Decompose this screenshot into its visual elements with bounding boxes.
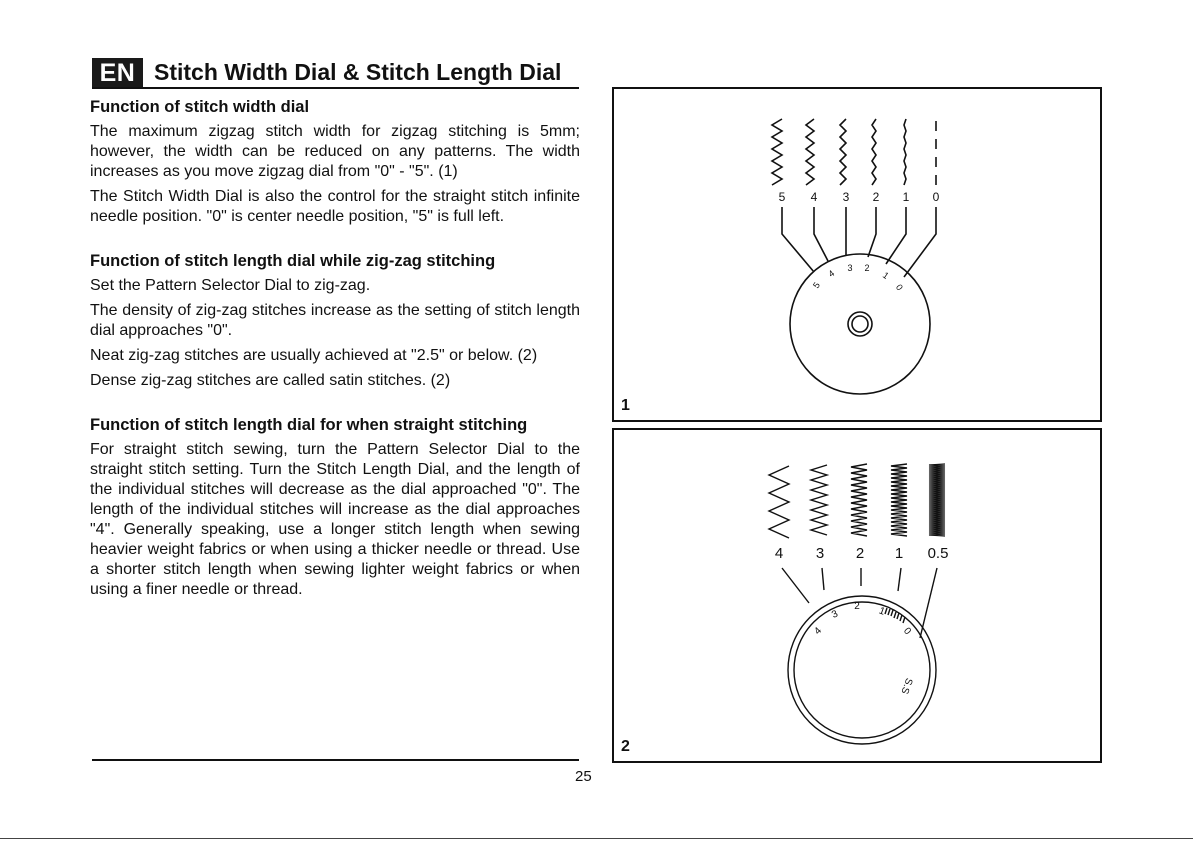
leader-line-1 — [898, 568, 901, 591]
dial-mark-1: 1 — [877, 605, 887, 618]
section-heading: Function of stitch length dial while zig-zag stitching — [90, 252, 496, 270]
figure-stitch-width-dial — [612, 87, 1102, 422]
dial-tick — [903, 617, 905, 623]
paragraph: The Stitch Width Dial is also the control for the straight stitch infinite needle position. "0" is center needle position, "5" is full left. — [90, 188, 580, 225]
paragraph: Set the Pattern Selector Dial to zig-zag. — [90, 277, 371, 294]
stitch-label-3: 3 — [842, 190, 850, 204]
page-number: 25 — [575, 768, 592, 785]
zigzag-stitch-2 — [872, 119, 876, 185]
dial-tick — [894, 612, 896, 618]
dial-tick — [891, 610, 893, 616]
dial-mark-0: 0 — [893, 282, 905, 293]
paragraph: Neat zig-zag stitches are usually achieved at "2.5" or below. (2) — [90, 347, 538, 364]
width-dial — [790, 254, 930, 394]
page-bottom-rule — [0, 838, 1193, 839]
paragraph: Dense zig-zag stitches are called satin stitches. (2) — [90, 372, 451, 389]
stitch-label-1: 1 — [894, 545, 904, 562]
zigzag-stitch-1 — [891, 464, 907, 536]
zigzag-stitch-3 — [840, 119, 846, 185]
dial-mark-3: 3 — [830, 608, 840, 621]
page-header — [92, 58, 579, 88]
dial-mark-ss: S.S — [898, 676, 915, 696]
length-dial-outer — [788, 596, 936, 744]
dial-mark-5: 5 — [811, 280, 823, 291]
stitch-label-3: 3 — [815, 545, 825, 562]
zigzag-stitch-5 — [772, 119, 782, 185]
dial-hub-inner — [852, 316, 868, 332]
leader-line-4 — [782, 568, 809, 603]
stitch-label-0: 0 — [932, 190, 940, 204]
section-heading: Function of stitch length dial for when straight stitching — [90, 416, 528, 434]
stitch-label-0-5: 0.5 — [927, 545, 949, 562]
dial-mark-4: 4 — [812, 625, 825, 638]
stitch-label-2: 2 — [855, 545, 865, 562]
section-stitch-width — [90, 97, 580, 227]
stitch-label-4: 4 — [774, 545, 784, 562]
stitch-width-illustration — [614, 89, 1100, 420]
section-heading: Function of stitch width dial — [90, 98, 310, 116]
leader-line-5 — [782, 207, 814, 272]
section-length-straight — [90, 415, 580, 600]
page-title: Stitch Width Dial & Stitch Length Dial — [154, 59, 562, 85]
dial-tick — [900, 615, 902, 621]
dial-mark-4: 4 — [826, 268, 837, 280]
header-rule — [92, 87, 579, 89]
zigzag-stitch-1 — [904, 119, 906, 185]
zigzag-stitch-3 — [811, 465, 827, 535]
dial-tick — [888, 609, 890, 615]
zigzag-stitch-0-5 — [929, 464, 945, 536]
leader-line-3 — [822, 568, 824, 590]
paragraph: The density of zig-zag stitches increase as the setting of stitch length dial approaches "0". — [90, 302, 580, 339]
dial-mark-2: 2 — [864, 263, 870, 273]
leader-line-2 — [868, 207, 876, 257]
stitch-label-1: 1 — [902, 190, 910, 204]
dial-tick — [897, 613, 899, 619]
zigzag-stitch-2 — [851, 464, 867, 536]
section-length-zigzag — [90, 251, 580, 391]
paragraph: The maximum zigzag stitch width for zigzag stitching is 5mm; however, the width can be reduced on any patterns. The width increases as you move zigzag dial from "0" - "5". (1) — [90, 123, 580, 180]
dial-mark-0: 0 — [900, 625, 913, 638]
figure-label: 1 — [621, 397, 630, 414]
stitch-label-2: 2 — [872, 190, 880, 204]
zigzag-stitch-4 — [769, 466, 789, 538]
language-badge: EN — [92, 58, 143, 88]
text-column — [90, 97, 580, 605]
figure-label: 2 — [621, 738, 630, 755]
zigzag-stitch-4 — [806, 119, 814, 185]
leader-line-4 — [814, 207, 828, 261]
dial-mark-2: 2 — [854, 601, 860, 612]
dial-mark-1: 1 — [880, 270, 891, 282]
stitch-length-illustration — [614, 430, 1100, 761]
leader-line-0 — [904, 207, 936, 277]
stitch-label-5: 5 — [778, 190, 786, 204]
figure-stitch-length-dial — [612, 428, 1102, 763]
length-dial-inner — [794, 602, 930, 738]
footer-rule — [92, 759, 579, 761]
paragraph: For straight stitch sewing, turn the Pattern Selector Dial to the straight stitch setting. Turn the Stitch Length Dial, and the length of the individual stitches will decrease as the dial approached "0". The length of the individual stitches will increase as the dial approaches "4". Generally speaking, use a longer stitch length when sewing heavier weight fabrics or when using a thicker needle or thread. Use a shorter stitch length when sewing lighter weight fabrics or when using a finer needle or thread. — [90, 441, 580, 598]
dial-mark-3: 3 — [847, 263, 853, 273]
leader-line-1 — [886, 207, 906, 264]
stitch-label-4: 4 — [810, 190, 818, 204]
